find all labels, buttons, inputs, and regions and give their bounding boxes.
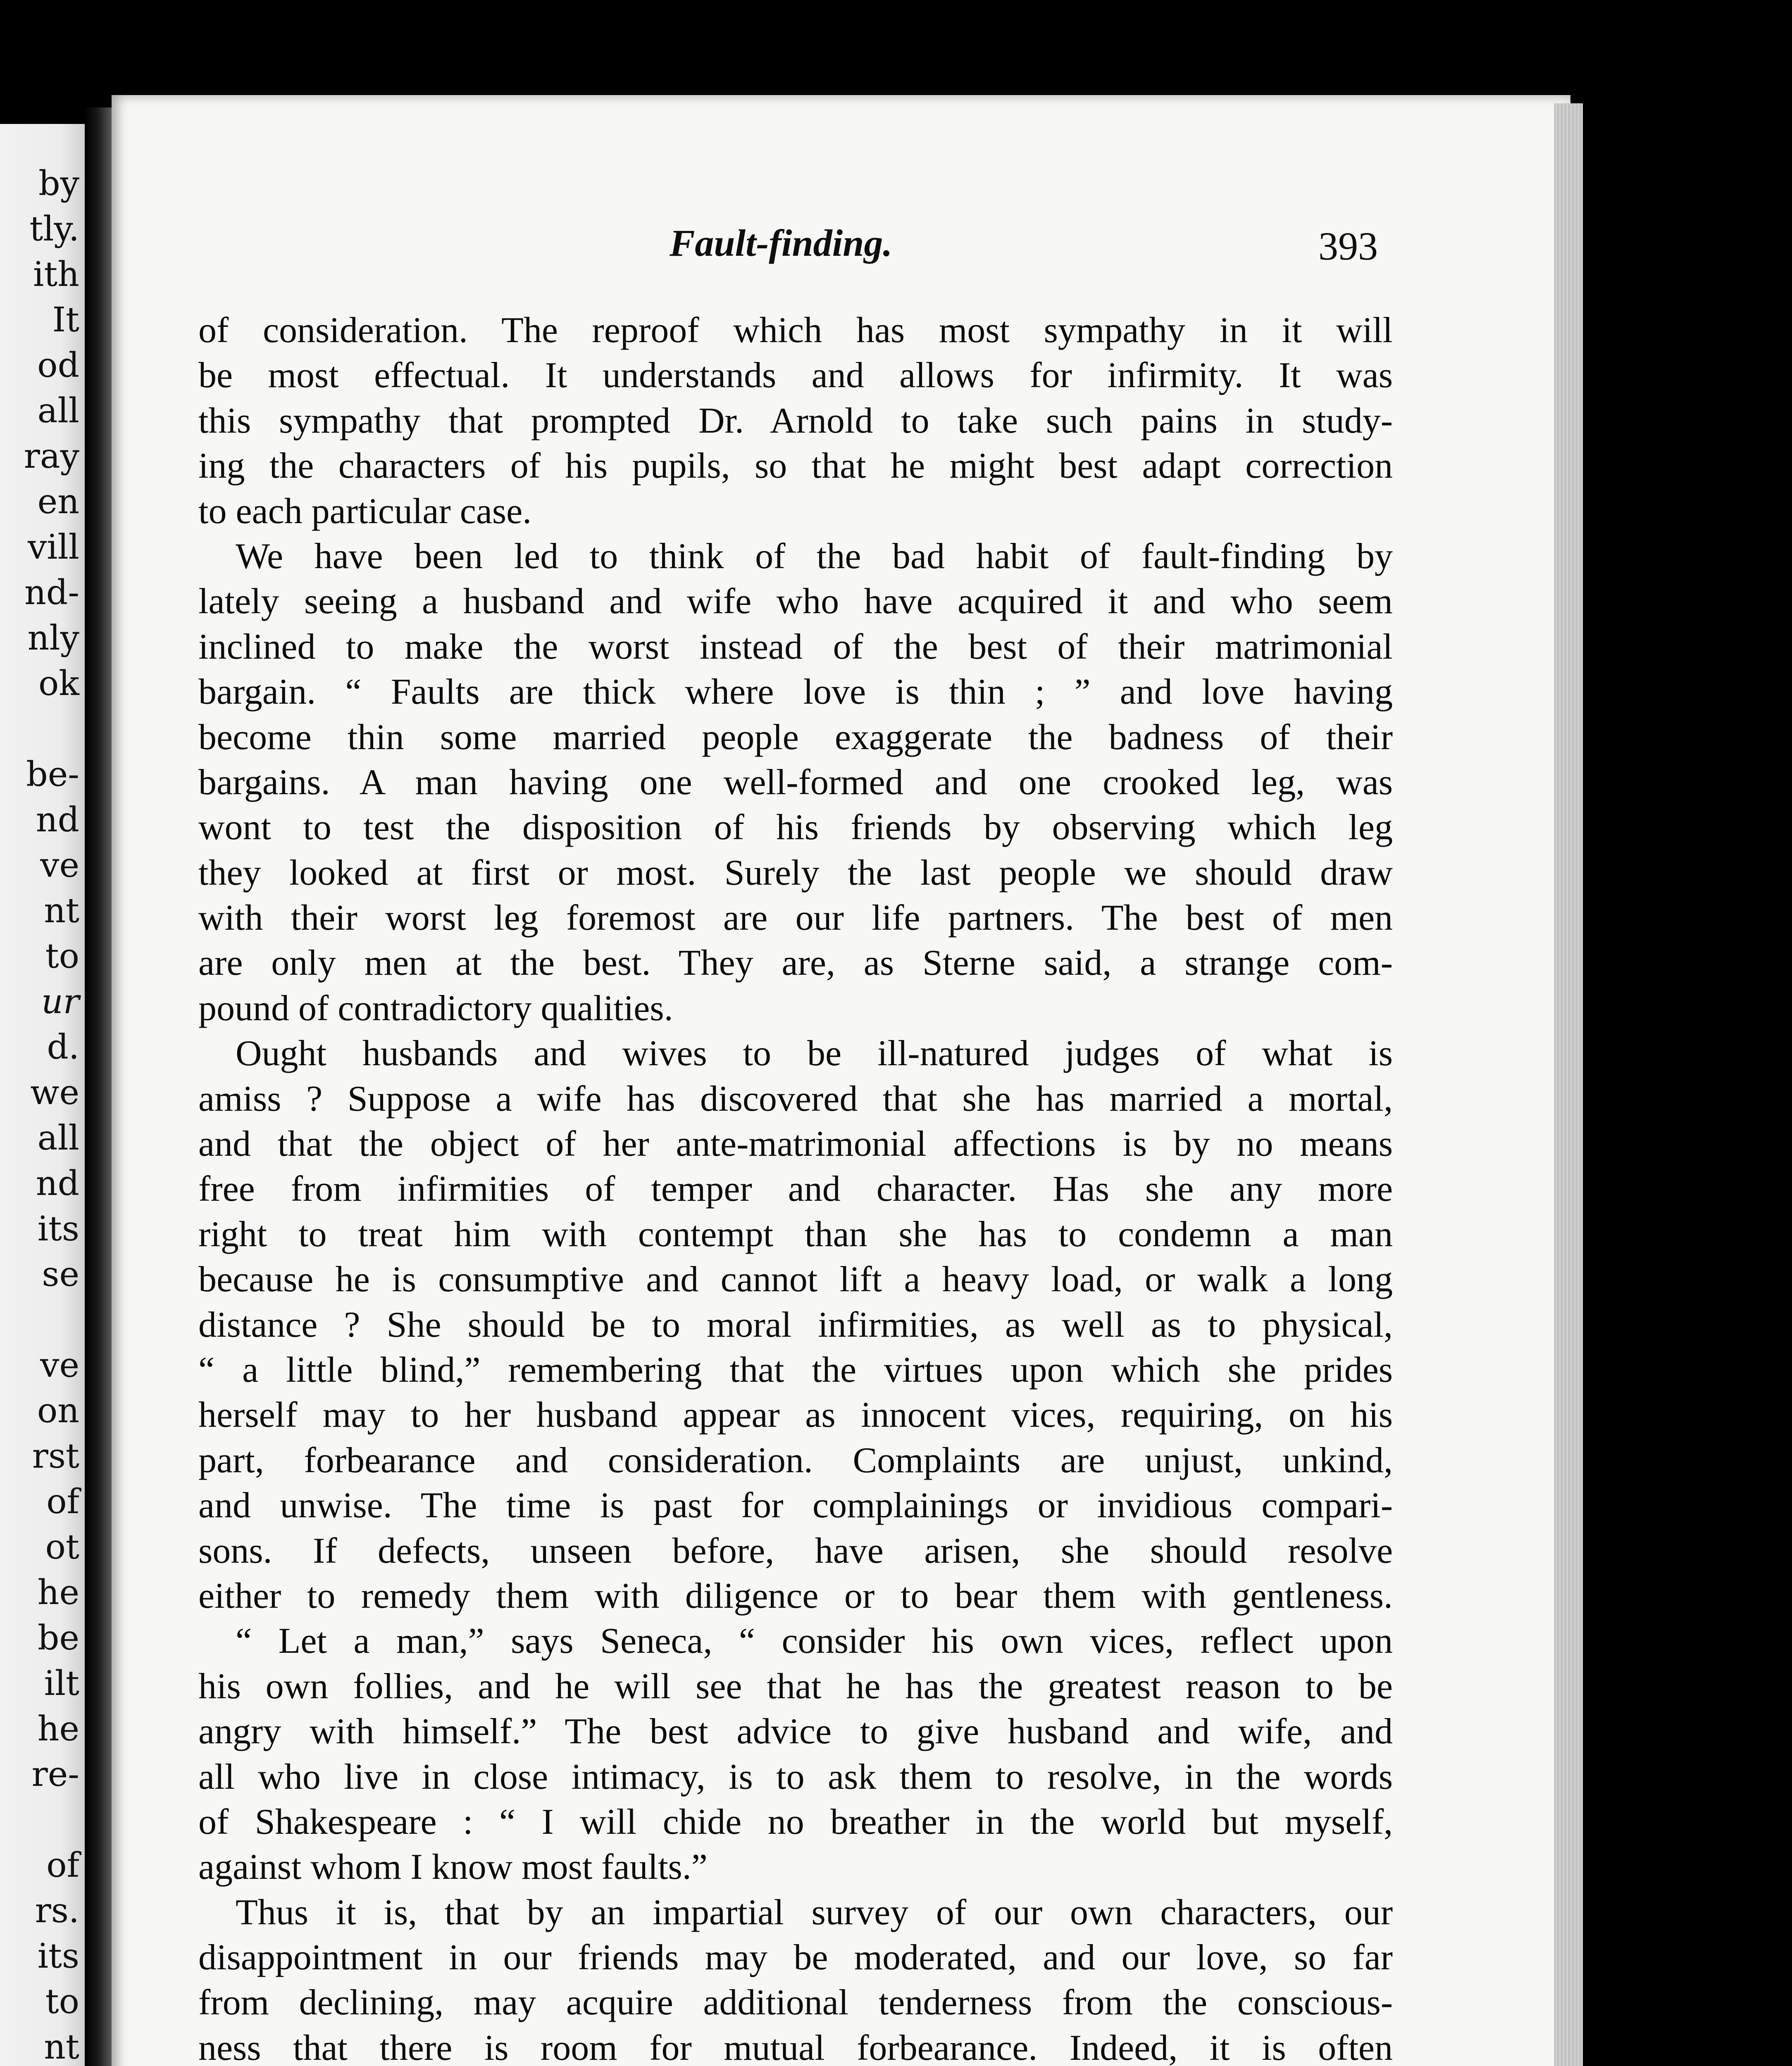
text-line: bargain. “ Faults are thick where love is thin ; ” and love having [198, 672, 1393, 712]
page-body-text [198, 308, 1393, 2066]
text-line: herself may to her husband appear as innocent vices, requiring, on his [198, 1395, 1393, 1435]
text-line: are only men at the best. They are, as Sterne said, a strange com- [198, 943, 1393, 983]
text-line: amiss ? Suppose a wife has discovered that she has married a mortal, [198, 1078, 1393, 1119]
left-page-fragment: all [37, 1119, 79, 1158]
text-line: and unwise. The time is past for complainings or invidious compari- [198, 1485, 1393, 1526]
left-page-fragment: on [37, 1391, 79, 1430]
left-page-fragment: nd [36, 1164, 79, 1203]
left-page-fragment: ve [40, 1346, 79, 1385]
left-page-fragment: d. [47, 1028, 79, 1067]
left-page-fragment: be [37, 1619, 79, 1658]
left-page-line-endings [17, 161, 79, 2066]
left-page-fragment: ve [40, 846, 79, 885]
left-page-gap [17, 707, 79, 752]
left-page-fragment: nt [44, 891, 79, 931]
left-page-fragment: vill [27, 528, 79, 567]
text-line: all who live in close intimacy, is to ask them to resolve, in the words [198, 1757, 1393, 1797]
left-page-fragment: se [42, 1255, 79, 1294]
text-line: free from infirmities of temper and character. Has she any more [198, 1169, 1393, 1209]
text-line: become thin some married people exaggerate the badness of their [198, 717, 1393, 757]
left-facing-page [0, 124, 87, 2066]
text-line: his own follies, and he will see that he has the greatest reason to be [198, 1666, 1393, 1707]
left-page-fragment: he [37, 1709, 79, 1749]
left-page-fragment: its [37, 1937, 79, 1976]
text-line: with their worst leg foremost are our life partners. The best of men [198, 898, 1393, 938]
text-line: bargains. A man having one well-formed and one crooked leg, was [198, 762, 1393, 802]
left-page-fragment: of [46, 1482, 79, 1521]
left-page-fragment: ith [33, 255, 79, 294]
left-page-fragment: ok [38, 664, 79, 703]
page-number: 393 [1318, 224, 1378, 268]
text-line: of consideration. The reproof which has most sympathy in it will [198, 310, 1393, 350]
left-page-fragment: nt [44, 2028, 79, 2066]
left-page-fragment: rst [32, 1437, 79, 1476]
left-page-fragment: It [52, 300, 79, 340]
left-page-fragment: nd [36, 800, 79, 840]
left-page-fragment: rs. [35, 1891, 79, 1930]
text-line: right to treat him with contempt than she has to condemn a man [198, 1214, 1393, 1254]
left-page-fragment: he [37, 1573, 79, 1612]
text-line: pound of contradictory qualities. [198, 988, 673, 1028]
left-page-fragment: its [37, 1209, 79, 1249]
page-stack-edge [1554, 103, 1583, 2066]
text-line: this sympathy that prompted Dr. Arnold to take such pains in study- [198, 400, 1393, 441]
text-line: inclined to make the worst instead of the best of their matrimonial [198, 626, 1393, 667]
left-page-fragment: ray [24, 437, 79, 476]
left-page-fragment: re- [31, 1755, 79, 1794]
left-page-fragment: to [45, 937, 79, 976]
text-line: because he is consumptive and cannot lift a heavy load, or walk a long [198, 1259, 1393, 1300]
text-line: they looked at first or most. Surely the last people we should draw [198, 852, 1393, 893]
text-line: distance ? She should be to moral infirmities, as well as to physical, [198, 1304, 1393, 1345]
left-page-fragment: we [30, 1073, 79, 1112]
text-line: part, forbearance and consideration. Complaints are unjust, unkind, [198, 1440, 1393, 1480]
text-line: lately seeing a husband and wife who have acquired it and who seem [198, 581, 1393, 622]
text-line: “ Let a man,” says Seneca, “ consider his own vices, reflect upon [236, 1621, 1393, 1661]
text-line: from declining, may acquire additional tenderness from the conscious- [198, 1983, 1393, 2023]
text-line: to each particular case. [198, 491, 532, 531]
text-line: of Shakespeare : “ I will chide no breather in the world but myself, [198, 1802, 1393, 1842]
text-line: We have been led to think of the bad habit of fault-finding by [236, 536, 1393, 576]
text-line: ing the characters of his pupils, so that he might best adapt correction [198, 446, 1393, 486]
left-page-gap [17, 1797, 79, 1843]
left-page-gap [17, 1297, 79, 1343]
left-page-fragment: ilt [44, 1664, 79, 1703]
left-page-fragment: be- [26, 755, 79, 794]
left-page-fragment: nd- [24, 573, 79, 612]
left-page-fragment: ur [41, 982, 79, 1021]
left-page-fragment: ot [45, 1528, 79, 1567]
text-line: against whom I know most faults.” [198, 1847, 708, 1887]
text-line: and that the object of her ante-matrimonial affections is by no means [198, 1124, 1393, 1164]
text-line: Thus it is, that by an impartial survey of our own characters, our [236, 1892, 1393, 1933]
text-line: ness that there is room for mutual forbearance. Indeed, it is often [198, 2028, 1393, 2066]
text-line: be most effectual. It understands and allows for infirmity. It was [198, 355, 1393, 396]
text-line: Ought husbands and wives to be ill-natured judges of what is [236, 1033, 1393, 1074]
text-line: wont to test the disposition of his friends by observing which leg [198, 807, 1393, 848]
left-page-fragment: nly [27, 619, 79, 658]
text-line: either to remedy them with diligence or to bear them with gentleness. [198, 1576, 1393, 1616]
left-page-fragment: of [46, 1846, 79, 1885]
left-page-fragment: od [37, 346, 79, 385]
text-line: sons. If defects, unseen before, have arisen, she should resolve [198, 1530, 1393, 1571]
left-page-fragment: en [37, 482, 79, 521]
text-line: disappointment in our friends may be moderated, and our love, so far [198, 1937, 1393, 1978]
left-page-fragment: to [45, 1982, 79, 2021]
text-line: “ a little blind,” remembering that the virtues upon which she prides [198, 1350, 1393, 1390]
left-page-fragment: by [38, 164, 79, 203]
text-line: angry with himself.” The best advice to give husband and wife, and [198, 1711, 1393, 1752]
left-page-fragment: tly. [29, 209, 79, 249]
running-head: Fault-finding. [670, 222, 893, 264]
left-page-fragment: all [37, 391, 79, 431]
